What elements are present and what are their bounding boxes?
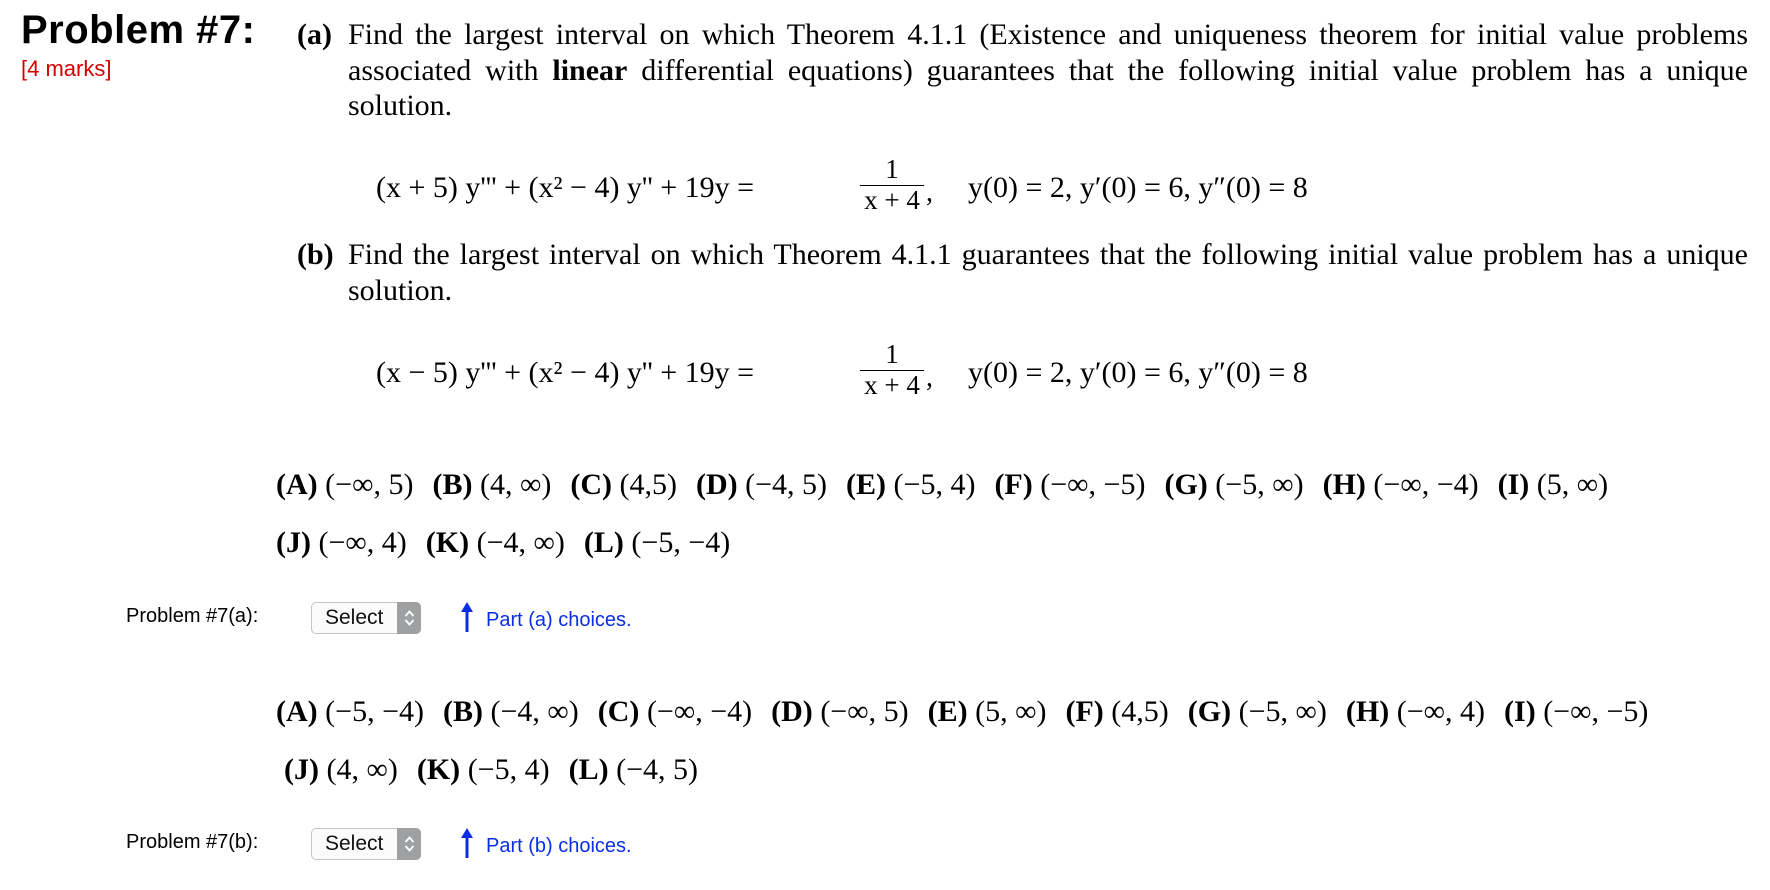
choice-a-L: (L) (−5, −4) bbox=[583, 526, 731, 559]
part-a-text-after: differential equations) guarantees that the following initial value problem has a unique solution. bbox=[348, 53, 1748, 122]
answer-b-select[interactable] bbox=[311, 828, 421, 860]
choice-b-C: (C) (−∞, −4) bbox=[597, 695, 753, 728]
choice-b-D: (D) (−∞, 5) bbox=[771, 695, 909, 728]
choice-a-F: (F) (−∞, −5) bbox=[994, 468, 1146, 501]
part-b-choices-row-2 bbox=[284, 753, 698, 787]
answer-a-label: Problem #7(a): bbox=[126, 605, 259, 627]
choice-a-K: (K) (−4, ∞) bbox=[425, 526, 565, 559]
part-b-initial-conditions: y(0) = 2, y′(0) = 6, y″(0) = 8 bbox=[968, 356, 1308, 389]
choice-a-I: (I) (5, ∞) bbox=[1497, 468, 1609, 501]
choice-a-A: (A) (−∞, 5) bbox=[276, 468, 414, 501]
up-down-chevron-icon bbox=[397, 828, 421, 860]
choice-a-B: (B) (4, ∞) bbox=[432, 468, 552, 501]
choice-b-K: (K) (−5, 4) bbox=[416, 753, 550, 786]
part-a-text-bold: linear bbox=[552, 53, 628, 87]
problem-marks: [4 marks] bbox=[21, 56, 112, 81]
part-a-fraction-numerator: 1 bbox=[860, 156, 924, 186]
part-b-fraction-denominator: x + 4 bbox=[864, 370, 920, 400]
up-down-chevron-icon bbox=[397, 602, 421, 634]
part-b-choices-row-1 bbox=[276, 695, 1648, 729]
problem-title: Problem #7: bbox=[21, 8, 256, 52]
choice-b-F: (F) (4,5) bbox=[1065, 695, 1169, 728]
part-b-label: (b) bbox=[297, 238, 334, 271]
answer-b-hint bbox=[460, 826, 632, 860]
part-a-label: (a) bbox=[297, 18, 332, 51]
answer-a-select[interactable] bbox=[311, 602, 421, 634]
choice-b-E: (E) (5, ∞) bbox=[927, 695, 1047, 728]
part-a-choices-row-2 bbox=[276, 526, 730, 560]
part-a-choices-row-1 bbox=[276, 468, 1608, 502]
part-a-question bbox=[348, 17, 1748, 124]
part-a-text-before: Find the largest interval on which Theorem 4.1.1 (Existence and uniqueness theorem for initial value problems associated with bbox=[348, 18, 1748, 87]
part-b-fraction-numerator: 1 bbox=[860, 341, 924, 371]
part-b-equation-lhs: (x − 5) y''' + (x² − 4) y'' + 19y = bbox=[376, 356, 755, 389]
choice-b-I: (I) (−∞, −5) bbox=[1504, 695, 1649, 728]
arrow-up-icon bbox=[460, 826, 474, 860]
part-b-equation: (x − 5) y''' + (x² − 4) y'' + 19y = $\frac{1}{x + 4}$ , y(0) = 2, y′(0) = 6, y″(0) = 8 bbox=[376, 339, 1308, 400]
choice-a-E: (E) (−5, 4) bbox=[846, 468, 976, 501]
choice-a-C: (C) (4,5) bbox=[570, 468, 677, 501]
answer-a-hint-text: Part (a) choices. bbox=[486, 608, 632, 631]
part-a-initial-conditions: y(0) = 2, y′(0) = 6, y″(0) = 8 bbox=[968, 171, 1308, 204]
answer-b-hint-text: Part (b) choices. bbox=[486, 834, 632, 857]
answer-a-select-value: Select bbox=[325, 606, 384, 629]
choice-b-B: (B) (−4, ∞) bbox=[442, 695, 579, 728]
choice-b-G: (G) (−5, ∞) bbox=[1187, 695, 1327, 728]
part-b-fraction bbox=[860, 341, 924, 399]
choice-a-G: (G) (−5, ∞) bbox=[1164, 468, 1304, 501]
choice-b-A: (A) (−5, −4) bbox=[276, 695, 424, 728]
answer-a-hint bbox=[460, 600, 632, 634]
arrow-up-icon bbox=[460, 600, 474, 634]
choice-b-H: (H) (−∞, 4) bbox=[1345, 695, 1486, 728]
part-a-fraction bbox=[860, 156, 924, 214]
answer-b-label: Problem #7(b): bbox=[126, 831, 259, 853]
choice-a-J: (J) (−∞, 4) bbox=[276, 526, 407, 559]
choice-a-H: (H) (−∞, −4) bbox=[1322, 468, 1479, 501]
part-a-equation-lhs: (x + 5) y''' + (x² − 4) y'' + 19y = bbox=[376, 171, 755, 204]
choice-b-J: (J) (4, ∞) bbox=[284, 753, 398, 786]
choice-b-L: (L) (−4, 5) bbox=[568, 753, 698, 786]
answer-b-select-value: Select bbox=[325, 832, 384, 855]
part-a-equation: (x + 5) y''' + (x² − 4) y'' + 19y = $\frac{1}{x + 4}$ , y(0) = 2, y′(0) = 6, y″(0) = 8 bbox=[376, 154, 1308, 215]
part-b-question: Find the largest interval on which Theorem 4.1.1 guarantees that the following initial value problem has a unique solution. bbox=[348, 238, 1748, 307]
part-a-fraction-denominator: x + 4 bbox=[864, 185, 920, 215]
choice-a-D: (D) (−4, 5) bbox=[695, 468, 828, 501]
